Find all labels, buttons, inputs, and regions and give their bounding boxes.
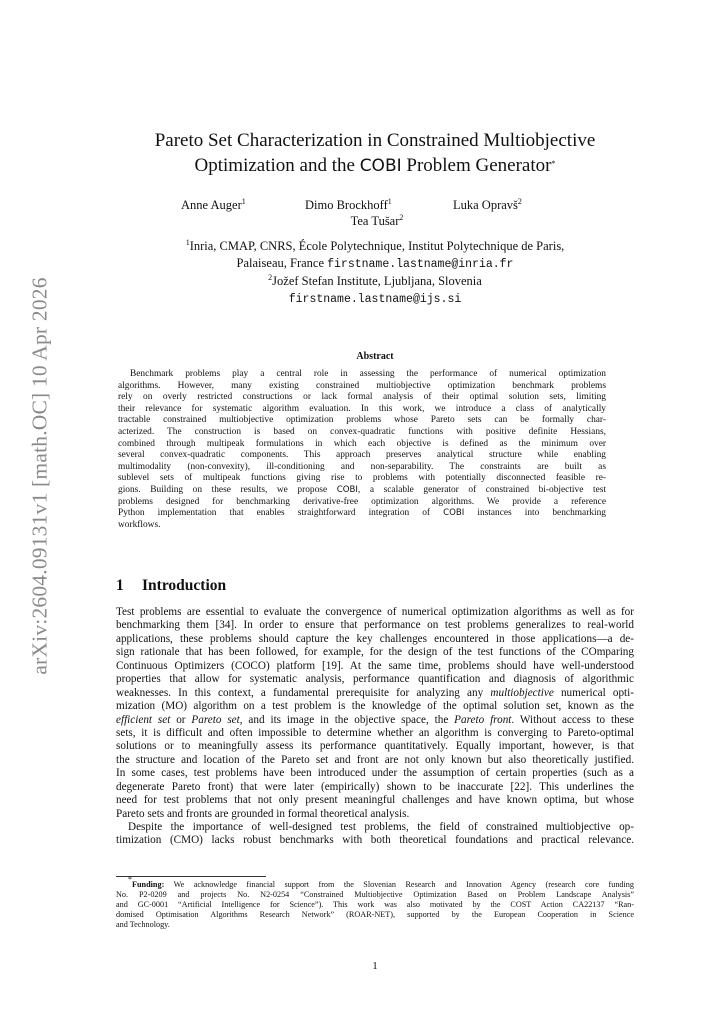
title-line-1: Pareto Set Characterization in Constrained Multiobjective bbox=[154, 130, 596, 151]
paper-title bbox=[116, 128, 634, 179]
cobi-name: COBI bbox=[443, 508, 465, 519]
cobi-name: COBI bbox=[336, 484, 358, 495]
author: Luka Opravš$^2$ bbox=[453, 197, 522, 212]
abstract-heading: Abstract bbox=[356, 351, 394, 362]
affiliations: $^1$Inria, CMAP, CNRS, École Polytechnique, Institut Polytechnique de Paris, Palaiseau, France firstname.lastname@inria.fr $^2$Jožef Stefan Institute, Ljubljana, Slovenia firstname.lastname@ijs.si bbox=[116, 238, 634, 308]
footnote-rule bbox=[116, 876, 266, 877]
arxiv-sidebar-stamp bbox=[8, 277, 72, 675]
introduction-text: Test problems are essential to evaluate the convergence of numerical optimization algorithms as well as for benchmarking them [34]. In order to ensure that performance on test problems generalizes to real-world applications, these problems should capture the key challenges encountered in those applications—a de- sign rationale that has been followed, for example, for the design of the test functions of the COmparing Continuous Optimizers (COCO) platform [19]. At the same time, problems should have well-understood properties that allow for systematic analysis, performance quantification and diagnosis of algorithmic weaknesses. In this context, a fundamental prerequisite for analyzing any multiobjective numerical opti- mization (MO) algorithm on a test problem is the knowledge of the optimal solution set, known as the efficient set or Pareto set, and its image in the objective space, the Pareto front. Without access to these sets, it is difficult and often impossible to determine whether an algorithm is converging to Pareto-optimal solutions or to meaningfully assess its performance quantitatively. Equally important, however, is that the structure and location of the Pareto set and front are not only known but also theoretically justified. In some cases, test problems have been introduced under the assumption of certain properties (such as a degenerate Pareto front) that were later (empirically) shown to be inaccurate [22]. This underlines the need for test problems that not only present meaningful challenges and have known optima, but whose Pareto sets and fronts are grounded in formal theoretical analysis. Despite the importance of well-designed test problems, the field of constrained multiobjective op- timization (CMO) lacks robust benchmarks with both theoretical foundations and practical relevance. bbox=[116, 606, 635, 847]
section-heading: 1 Introduction bbox=[116, 577, 227, 594]
title-line-2: Optimization and the COBI Problem Generator* bbox=[194, 155, 556, 176]
abstract-body: Benchmark problems play a central role in assessing the performance of numerical optimization algorithms. However, many existing constrained multiobjective optimization benchmark problems rely on overly restricted constructions or lack formal analysis of their optimal solution sets, limiting their relevance for systematic algorithm evaluation. In this work, we introduce a class of analytically tractable constrained multiobjective optimization problems whose Pareto sets can be formally char- acterized. The construction is based on convex-quadratic functions with positive definite Hessians, combined through multipeak formulations in which each objective is defined as the minimum over several convex-quadratic components. This approach preserves analytical structure while enabling multimodality (non-convexity), ill-conditioning and non-separability. The constraints are built as sublevel sets of multipeak functions giving rise to problems with potentially disconnected feasible re- gions. Building on these results, we propose COBI, a scalable generator of constrained bi-objective test problems designed for benchmarking derivative-free optimization algorithms. We provide a reference Python implementation that enables straightforward integration of COBI instances into benchmarking workflows. bbox=[118, 369, 606, 530]
author-list bbox=[116, 197, 634, 229]
affiliation-1: $^1$Inria, CMAP, CNRS, École Polytechnique, Institut Polytechnique de Paris, bbox=[185, 238, 565, 253]
email-ijs: firstname.lastname@ijs.si bbox=[288, 293, 462, 306]
cobi-name: COBI bbox=[359, 156, 402, 176]
author: Dimo Brockhoff$^1$ bbox=[305, 197, 392, 212]
page-number: 1 bbox=[372, 960, 378, 972]
email-inria: firstname.lastname@inria.fr bbox=[327, 258, 514, 271]
author: Tea Tušar$^2$ bbox=[350, 213, 404, 228]
title-footnote-mark: * bbox=[551, 159, 556, 168]
affiliation-2: $^2$Jožef Stefan Institute, Ljubljana, Slovenia bbox=[268, 273, 482, 288]
arxiv-identifier: arXiv:2604.09131v1 [math.OC] 10 Apr 2026 bbox=[27, 277, 52, 675]
author: Anne Auger$^1$ bbox=[181, 197, 246, 212]
funding-footnote: *Funding: We acknowledge financial support from the Slovenian Research and Innovation Agency (research core funding No. P2-0209 and projects No. N2-0254 “Constrained Multiobjective Optimization Based on Problem Landscape Analysis” and GC-0001 “Artificial Intelligence for Science”). This work was also motivated by the COST Action CA22137 “Ran- domised Optimisation Algorithms Research Network” (ROAR-NET), supported by the European Cooperation in Science and Technology. bbox=[116, 875, 634, 929]
